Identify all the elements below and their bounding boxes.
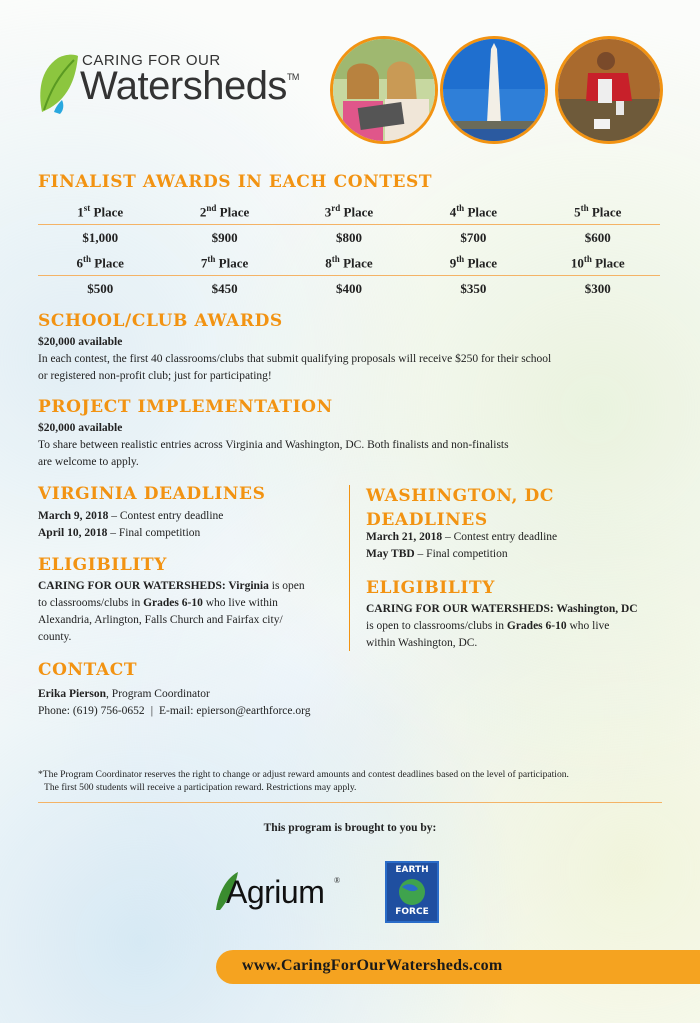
dc-deadline-1: March 21, 2018 – Contest entry deadline — [366, 531, 558, 543]
amounts-row — [38, 276, 660, 302]
virginia-deadlines-heading: VIRGINIA DEADLINES — [38, 484, 266, 504]
place-label: 10th Place — [570, 254, 625, 271]
school-desc-line2: or registered non-profit club; just for participating! — [38, 370, 272, 382]
dc-deadlines — [366, 529, 666, 563]
virginia-deadline-2: April 10, 2018 – Final competition — [38, 527, 201, 539]
virginia-elig-line1: CARING FOR OUR WATERSHEDS: Virginia is open — [38, 580, 305, 592]
project-implementation-heading: PROJECT IMPLEMENTATION — [38, 397, 333, 417]
earth-globe-icon — [394, 877, 430, 907]
washington-monument-photo — [440, 36, 548, 144]
sponsors-intro: This program is brought to you by: — [263, 822, 437, 834]
agrium-registered-mark: ® — [334, 876, 341, 885]
project-desc-line2: are welcome to apply. — [38, 456, 139, 468]
footnote-line2: The first 500 students will receive a participation reward. Restrictions may apply. — [44, 782, 357, 793]
place-label: 9th Place — [449, 254, 498, 271]
logo-wordmark: Watersheds™ — [80, 64, 299, 108]
virginia-elig-line3: Alexandria, Arlington, Falls Church and Fairfax city/ — [38, 614, 283, 626]
footnote-divider — [38, 802, 662, 803]
amounts-row — [38, 225, 660, 251]
award-amount: $450 — [211, 281, 238, 296]
virginia-eligibility-heading: ELIGIBILITY — [38, 555, 167, 575]
place-label: 5th Place — [574, 203, 622, 220]
award-amount: $300 — [584, 281, 611, 296]
dc-eligibility-heading: ELIGIBILITY — [366, 578, 495, 598]
award-amount: $700 — [460, 230, 487, 245]
award-amount: $1,000 — [82, 230, 119, 245]
contact-heading: CONTACT — [38, 660, 138, 680]
places-row — [38, 200, 660, 225]
award-amount: $800 — [335, 230, 362, 245]
contact-name: Erika Pierson, Program Coordinator — [38, 688, 210, 700]
project-desc-line1: To share between realistic entries across Virginia and Washington, DC. Both finalists and non-finalists — [38, 439, 509, 451]
dc-elig-line2: is open to classrooms/clubs in Grades 6-10 who live — [366, 620, 610, 632]
project-section — [38, 420, 668, 471]
dc-elig-line1: CARING FOR OUR WATERSHEDS: Washington, DC — [366, 603, 638, 615]
school-awards-section — [38, 334, 668, 385]
students-photo — [330, 36, 438, 144]
award-amount: $900 — [211, 230, 238, 245]
place-label: 2nd Place — [199, 203, 250, 220]
place-label: 3rd Place — [324, 203, 374, 220]
website-link[interactable]: www.CaringForOurWatersheds.com — [242, 957, 503, 974]
contact-info — [38, 686, 438, 720]
places-row — [38, 251, 660, 276]
award-amount: $400 — [335, 281, 362, 296]
virginia-eligibility — [38, 578, 343, 646]
dc-elig-line3: within Washington, DC. — [366, 637, 478, 649]
column-divider — [349, 485, 350, 651]
watersheds-logo — [36, 48, 326, 118]
school-desc-line1: In each contest, the first 40 classrooms/clubs that submit qualifying proposals will receive $250 for their school — [38, 353, 552, 365]
virginia-deadline-1: March 9, 2018 – Contest entry deadline — [38, 510, 224, 522]
stream-sampling-photo — [555, 36, 663, 144]
dc-deadline-2: May TBD – Final competition — [366, 548, 508, 560]
place-label: 1st Place — [77, 203, 124, 220]
award-amount: $350 — [460, 281, 487, 296]
school-available: $20,000 available — [38, 336, 123, 348]
dc-eligibility — [366, 601, 666, 652]
footnote — [38, 768, 678, 794]
footnote-line1: *The Program Coordinator reserves the right to change or adjust reward amounts and contest deadlines based on the level of participation. — [38, 769, 569, 780]
earth-force-top-text: EARTH — [395, 865, 429, 875]
place-label: 8th Place — [325, 254, 373, 271]
agrium-logo — [214, 868, 344, 914]
school-awards-heading: SCHOOL/CLUB AWARDS — [38, 311, 283, 331]
contact-details: Phone: (619) 756-0652 | E-mail: epierson@earthforce.org — [38, 705, 311, 717]
virginia-deadlines — [38, 508, 338, 542]
finalist-awards-heading: FINALIST AWARDS IN EACH CONTEST — [38, 172, 433, 192]
contact-email[interactable]: E-mail: epierson@earthforce.org — [159, 705, 311, 717]
finalist-awards-table — [38, 200, 660, 302]
place-label: 6th Place — [76, 254, 124, 271]
virginia-elig-line2: to classrooms/clubs in Grades 6-10 who live within — [38, 597, 278, 609]
project-available: $20,000 available — [38, 422, 123, 434]
leaf-icon — [36, 52, 80, 114]
dc-deadlines-heading: WASHINGTON, DC DEADLINES — [366, 486, 554, 530]
virginia-elig-line4: county. — [38, 631, 72, 643]
agrium-wordmark: Agrium — [226, 874, 325, 910]
award-amount: $600 — [584, 230, 611, 245]
contact-phone: Phone: (619) 756-0652 — [38, 705, 145, 717]
earth-force-bottom-text: FORCE — [395, 907, 429, 917]
place-label: 7th Place — [200, 254, 249, 271]
logo-tagline: CARING FOR OUR — [82, 52, 221, 69]
award-amount: $500 — [87, 281, 114, 296]
place-label: 4th Place — [449, 203, 498, 220]
earth-force-logo — [385, 861, 439, 923]
